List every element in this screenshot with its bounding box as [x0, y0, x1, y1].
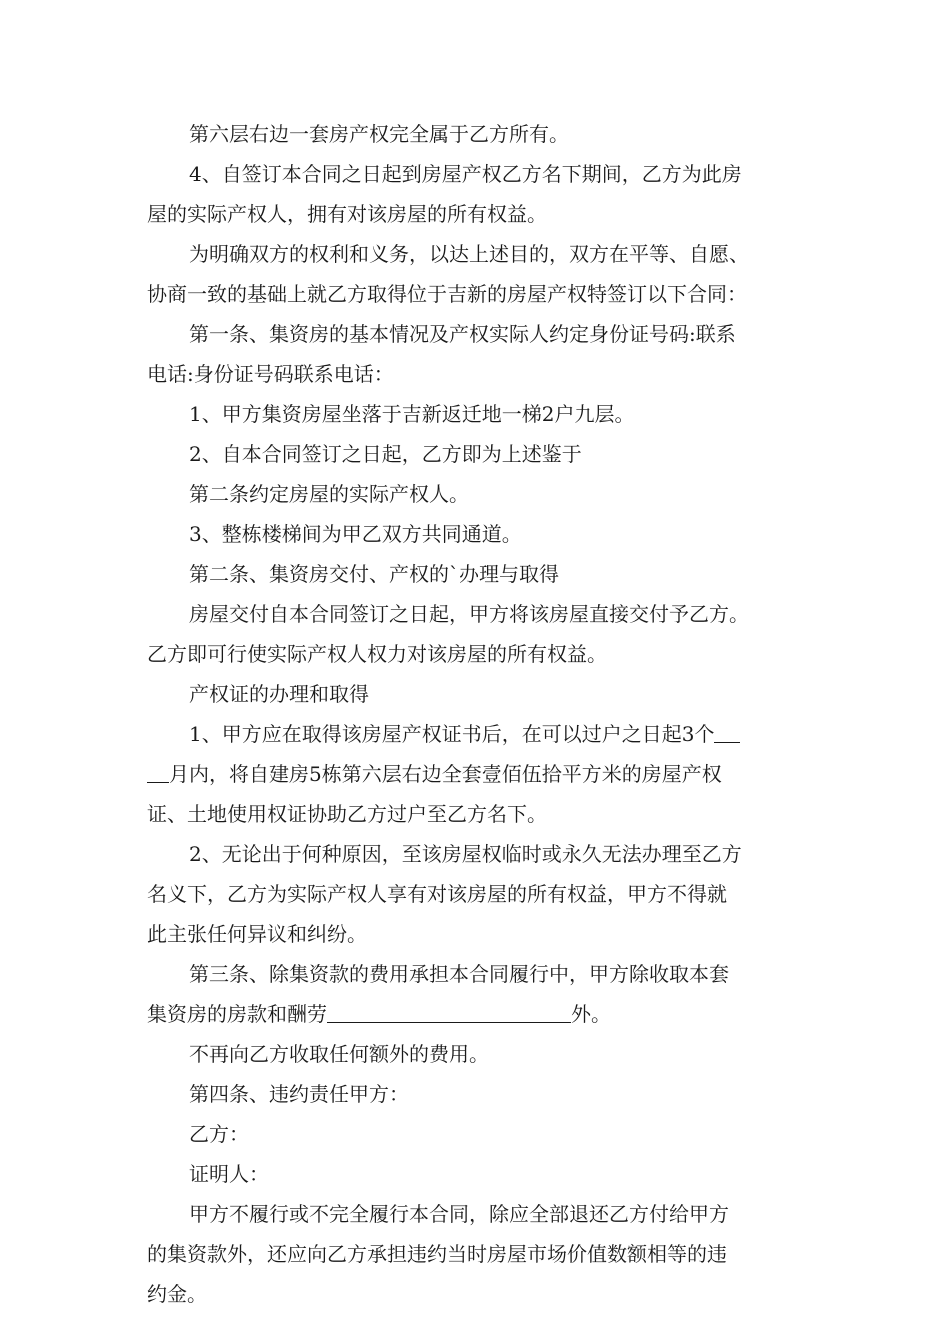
- fill-in-blank-line: [327, 998, 571, 1023]
- text-segment: 月内，将自建房5栋第六层右边全套壹佰伍拾平方米的房屋产权: [169, 762, 722, 786]
- paragraph: [147, 514, 817, 554]
- paragraph: [147, 314, 817, 394]
- paragraph: [147, 474, 817, 514]
- text-segment: 1、甲方应在取得该房屋产权证书后，在可以过户之日起3个: [189, 722, 715, 746]
- text-line: 不再向乙方收取任何额外的费用。: [189, 1042, 489, 1066]
- paragraph: [147, 834, 817, 954]
- text-line: 产权证的办理和取得: [189, 682, 369, 706]
- text-line: 房屋交付自本合同签订之日起，甲方将该房屋直接交付予乙方。: [189, 602, 749, 626]
- text-line: [105, 994, 817, 1034]
- fill-in-blank-line: [147, 758, 169, 783]
- text-segment: 集资房的房款和酬劳: [147, 1002, 327, 1026]
- document-body: [147, 114, 817, 1314]
- text-line: 协商一致的基础上就乙方取得位于吉新的房屋产权特签订以下合同：: [147, 282, 747, 306]
- text-line: 此主张任何异议和纠纷。: [147, 922, 367, 946]
- paragraph: [147, 674, 817, 714]
- paragraph: [147, 714, 817, 834]
- text-line: 电话:身份证号码联系电话：: [147, 362, 394, 386]
- text-line: 为明确双方的权利和义务，以达上述目的，双方在平等、自愿、: [189, 242, 749, 266]
- paragraph: [147, 394, 817, 434]
- paragraph: [147, 1074, 817, 1114]
- text-line: 乙方：: [189, 1122, 249, 1146]
- text-line: 屋的实际产权人，拥有对该房屋的所有权益。: [147, 202, 547, 226]
- paragraph: [147, 234, 817, 314]
- text-line: 证、土地使用权证协助乙方过户至乙方名下。: [147, 802, 547, 826]
- paragraph: [147, 154, 817, 234]
- text-line: 2、自本合同签订之日起，乙方即为上述鉴于: [189, 442, 582, 466]
- paragraph: [147, 594, 817, 674]
- paragraph: [147, 1154, 817, 1194]
- paragraph: [147, 1194, 817, 1314]
- text-line: 证明人：: [189, 1162, 269, 1186]
- paragraph: [147, 434, 817, 474]
- paragraph: [147, 954, 817, 1034]
- text-line: 4、自签订本合同之日起到房屋产权乙方名下期间，乙方为此房: [189, 162, 742, 186]
- text-line: 第三条、除集资款的费用承担本合同履行中，甲方除收取本套: [189, 962, 729, 986]
- fill-in-blank-line: [714, 718, 740, 743]
- text-line: 乙方即可行使实际产权人权力对该房屋的所有权益。: [147, 642, 607, 666]
- text-line: 2、无论出于何种原因，至该房屋权临时或永久无法办理至乙方: [189, 842, 742, 866]
- text-line: 1、甲方集资房屋坐落于吉新返迁地一梯2户九层。: [189, 402, 635, 426]
- text-line: [147, 714, 817, 754]
- paragraph: [147, 114, 817, 154]
- text-line: 第四条、违约责任甲方：: [189, 1082, 409, 1106]
- text-line: 第二条、集资房交付、产权的`办理与取得: [189, 562, 559, 586]
- text-line: 第六层右边一套房产权完全属于乙方所有。: [189, 122, 569, 146]
- text-line: 约金。: [147, 1282, 207, 1306]
- paragraph: [147, 554, 817, 594]
- paragraph: [147, 1034, 817, 1074]
- text-line: 第一条、集资房的基本情况及产权实际人约定身份证号码:联系: [189, 322, 736, 346]
- text-line: 名义下，乙方为实际产权人享有对该房屋的所有权益，甲方不得就: [147, 882, 727, 906]
- text-line: 3、整栋楼梯间为甲乙双方共同通道。: [189, 522, 522, 546]
- text-line: 第二条约定房屋的实际产权人。: [189, 482, 469, 506]
- text-segment: 外。: [571, 1002, 611, 1026]
- paragraph: [147, 1114, 817, 1154]
- text-line: 甲方不履行或不完全履行本合同，除应全部退还乙方付给甲方: [189, 1202, 729, 1226]
- text-line: [105, 754, 817, 794]
- text-line: 的集资款外，还应向乙方承担违约当时房屋市场价值数额相等的违: [147, 1242, 727, 1266]
